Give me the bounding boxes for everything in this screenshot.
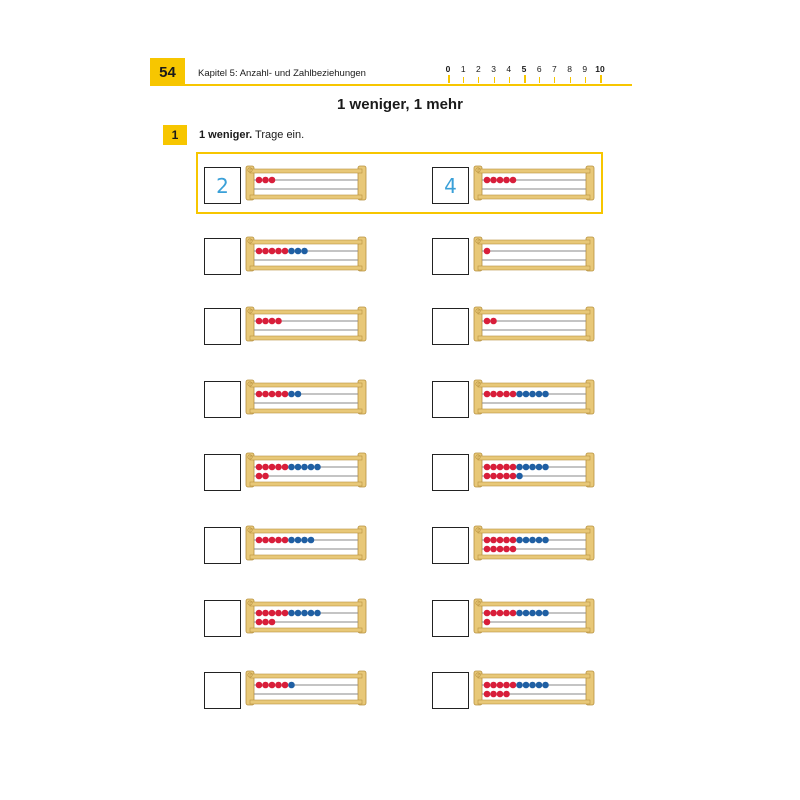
bead [314, 610, 321, 617]
bead [282, 682, 289, 689]
rekenrek-graphic [472, 379, 596, 415]
bead [288, 391, 295, 398]
bead [269, 464, 276, 471]
bead [510, 464, 517, 471]
bead [275, 248, 282, 255]
bead [256, 610, 263, 617]
bead [529, 391, 536, 398]
number-line-label: 1 [460, 64, 466, 74]
rekenrek-graphic [472, 670, 596, 706]
answer-box[interactable] [204, 308, 241, 345]
bead [269, 619, 276, 626]
rekenrek-bar-bottom [250, 700, 362, 704]
bead [288, 464, 295, 471]
bead [497, 537, 504, 544]
bead [308, 537, 315, 544]
bead [503, 537, 510, 544]
bead [536, 391, 543, 398]
bead [490, 391, 497, 398]
rekenrek-bar-top [250, 383, 362, 387]
answer-box[interactable] [204, 454, 241, 491]
bead [269, 318, 276, 325]
rekenrek [244, 525, 368, 561]
rekenrek-graphic [244, 452, 368, 488]
bead [262, 610, 269, 617]
number-line-label: 9 [582, 64, 588, 74]
rekenrek [472, 598, 596, 634]
bead [256, 464, 263, 471]
rekenrek-bar-bottom [250, 336, 362, 340]
rekenrek [472, 525, 596, 561]
rekenrek-bar-top [478, 602, 590, 606]
bead [510, 610, 517, 617]
bead [516, 610, 523, 617]
bead [275, 610, 282, 617]
rekenrek-bar-bottom [478, 266, 590, 270]
bead [314, 464, 321, 471]
bead [542, 464, 549, 471]
bead [282, 610, 289, 617]
rekenrek [244, 670, 368, 706]
bead [269, 682, 276, 689]
rekenrek-graphic [472, 525, 596, 561]
rekenrek-bar-bottom [478, 409, 590, 413]
rekenrek-graphic [244, 670, 368, 706]
bead [484, 610, 491, 617]
bead [490, 682, 497, 689]
bead [288, 537, 295, 544]
bead [269, 610, 276, 617]
bead [536, 537, 543, 544]
task-instruction-text: Trage ein. [252, 129, 305, 141]
bead [542, 682, 549, 689]
bead [262, 248, 269, 255]
rekenrek-graphic [244, 236, 368, 272]
rekenrek-bar-top [250, 240, 362, 244]
bead [262, 318, 269, 325]
bead [497, 391, 504, 398]
bead [295, 464, 302, 471]
bead [484, 546, 491, 553]
number-line-tick [585, 77, 586, 83]
bead [516, 682, 523, 689]
bead [503, 177, 510, 184]
number-line-label: 4 [506, 64, 512, 74]
bead [484, 248, 491, 255]
number-line-label: 0 [445, 64, 451, 74]
bead [529, 537, 536, 544]
rekenrek-graphic [472, 236, 596, 272]
bead [516, 537, 523, 544]
rekenrek-bar-top [250, 602, 362, 606]
answer-box[interactable] [204, 527, 241, 564]
bead [256, 537, 263, 544]
bead [256, 682, 263, 689]
number-line-label: 6 [536, 64, 542, 74]
rekenrek-bar-bottom [478, 336, 590, 340]
bead [282, 537, 289, 544]
bead [536, 682, 543, 689]
bead [301, 464, 308, 471]
bead [256, 391, 263, 398]
bead [295, 537, 302, 544]
bead [262, 391, 269, 398]
rekenrek-bar-bottom [478, 700, 590, 704]
bead [262, 464, 269, 471]
bead [269, 177, 276, 184]
rekenrek-bar-top [250, 456, 362, 460]
bead [497, 610, 504, 617]
task-number: 1 [163, 125, 187, 145]
bead [497, 682, 504, 689]
rekenrek-bar-bottom [250, 628, 362, 632]
bead [529, 464, 536, 471]
answer-box[interactable] [204, 381, 241, 418]
bead [536, 464, 543, 471]
bead [490, 318, 497, 325]
bead [503, 473, 510, 480]
answer-box[interactable] [432, 527, 469, 564]
number-line-tick [524, 75, 526, 83]
number-line-tick [478, 77, 479, 83]
number-line-tick [554, 77, 555, 83]
page-title: 1 weniger, 1 mehr [337, 96, 463, 113]
bead [262, 537, 269, 544]
bead [523, 682, 530, 689]
bead [497, 473, 504, 480]
number-line [440, 64, 616, 84]
rekenrek [472, 670, 596, 706]
bead [275, 537, 282, 544]
bead [484, 691, 491, 698]
number-line-tick [463, 77, 464, 83]
number-line-tick [600, 75, 602, 83]
rekenrek-bar-bottom [478, 482, 590, 486]
bead [256, 473, 263, 480]
bead [308, 464, 315, 471]
bead [503, 682, 510, 689]
bead [523, 391, 530, 398]
bead [288, 248, 295, 255]
answer-box[interactable]: 2 [204, 167, 241, 204]
answer-box[interactable] [432, 381, 469, 418]
bead [484, 682, 491, 689]
bead [503, 391, 510, 398]
bead [275, 464, 282, 471]
answer-box[interactable] [204, 600, 241, 637]
bead [484, 464, 491, 471]
rekenrek-bar-top [250, 674, 362, 678]
bead [516, 473, 523, 480]
rekenrek [244, 452, 368, 488]
rekenrek-bar-top [478, 169, 590, 173]
bead [269, 391, 276, 398]
rekenrek-bar-bottom [250, 555, 362, 559]
rekenrek-bar-bottom [478, 628, 590, 632]
task-instruction-bold: 1 weniger. [199, 129, 253, 141]
rekenrek [244, 306, 368, 342]
bead [510, 391, 517, 398]
answer-box[interactable] [204, 238, 241, 275]
rekenrek-bar-bottom [478, 555, 590, 559]
bead [256, 318, 263, 325]
page-number: 54 [150, 58, 185, 86]
bead [497, 546, 504, 553]
bead [503, 464, 510, 471]
answer-box[interactable] [432, 672, 469, 709]
rekenrek-graphic [244, 306, 368, 342]
bead [490, 473, 497, 480]
bead [497, 691, 504, 698]
bead [288, 610, 295, 617]
number-line-tick [539, 77, 540, 83]
rekenrek-bar-top [478, 310, 590, 314]
rekenrek-bar-bottom [478, 195, 590, 199]
number-line-label: 10 [595, 64, 605, 74]
bead [262, 619, 269, 626]
number-line-tick [570, 77, 571, 83]
bead [516, 464, 523, 471]
bead [490, 177, 497, 184]
bead [256, 248, 263, 255]
bead [510, 537, 517, 544]
bead [269, 537, 276, 544]
bead [523, 537, 530, 544]
bead [295, 248, 302, 255]
rekenrek-bar-top [478, 674, 590, 678]
bead [275, 391, 282, 398]
answer-box[interactable] [432, 238, 469, 275]
number-line-label: 3 [491, 64, 496, 74]
rekenrek-bar-bottom [250, 266, 362, 270]
rekenrek [472, 379, 596, 415]
bead [275, 318, 282, 325]
rekenrek-graphic [244, 165, 368, 201]
rekenrek [244, 236, 368, 272]
rekenrek [244, 598, 368, 634]
number-line-label: 8 [567, 64, 572, 74]
number-line-label: 5 [521, 64, 527, 74]
bead [256, 619, 263, 626]
number-line-tick [448, 75, 450, 83]
bead [490, 610, 497, 617]
rekenrek-graphic [244, 379, 368, 415]
answer-box[interactable]: 4 [432, 167, 469, 204]
bead [536, 610, 543, 617]
bead [516, 391, 523, 398]
bead [529, 610, 536, 617]
bead [262, 177, 269, 184]
bead [275, 682, 282, 689]
bead [262, 473, 269, 480]
bead [523, 610, 530, 617]
bead [282, 464, 289, 471]
bead [510, 682, 517, 689]
bead [269, 248, 276, 255]
bead [529, 682, 536, 689]
header-divider [185, 84, 632, 86]
rekenrek-bar-bottom [250, 409, 362, 413]
rekenrek [472, 452, 596, 488]
bead [510, 546, 517, 553]
answer-box[interactable] [204, 672, 241, 709]
bead [262, 682, 269, 689]
bead [295, 391, 302, 398]
rekenrek-bar-bottom [250, 195, 362, 199]
bead [484, 537, 491, 544]
bead [288, 682, 295, 689]
rekenrek-bar-top [250, 529, 362, 533]
rekenrek-graphic [244, 525, 368, 561]
bead [490, 464, 497, 471]
rekenrek-bar-top [478, 529, 590, 533]
bead [484, 619, 491, 626]
bead [295, 610, 302, 617]
bead [490, 537, 497, 544]
rekenrek-graphic [472, 598, 596, 634]
bead [542, 537, 549, 544]
bead [542, 610, 549, 617]
bead [484, 318, 491, 325]
bead [523, 464, 530, 471]
answer-box[interactable] [432, 308, 469, 345]
bead [282, 391, 289, 398]
rekenrek-graphic [472, 452, 596, 488]
bead [497, 464, 504, 471]
bead [301, 610, 308, 617]
number-line-label: 2 [476, 64, 481, 74]
bead [308, 610, 315, 617]
rekenrek-bar-top [250, 310, 362, 314]
bead [256, 177, 263, 184]
rekenrek-bar-top [478, 240, 590, 244]
rekenrek [472, 165, 596, 201]
rekenrek [472, 306, 596, 342]
bead [301, 537, 308, 544]
number-line-label: 7 [552, 64, 557, 74]
rekenrek-bar-top [478, 456, 590, 460]
number-line-tick [509, 77, 510, 83]
chapter-title: Kapitel 5: Anzahl- und Zahlbeziehungen [198, 68, 366, 79]
bead [282, 248, 289, 255]
bead [490, 546, 497, 553]
rekenrek-bar-top [250, 169, 362, 173]
answer-box[interactable] [432, 454, 469, 491]
number-line-tick [494, 77, 495, 83]
bead [542, 391, 549, 398]
bead [510, 177, 517, 184]
answer-box[interactable] [432, 600, 469, 637]
bead [497, 177, 504, 184]
rekenrek-bar-top [478, 383, 590, 387]
rekenrek [244, 165, 368, 201]
bead [484, 177, 491, 184]
bead [484, 391, 491, 398]
rekenrek-graphic [472, 306, 596, 342]
bead [510, 473, 517, 480]
bead [490, 691, 497, 698]
rekenrek-graphic [472, 165, 596, 201]
bead [301, 248, 308, 255]
bead [503, 546, 510, 553]
bead [503, 691, 510, 698]
bead [503, 610, 510, 617]
bead [484, 473, 491, 480]
rekenrek-graphic [244, 598, 368, 634]
rekenrek [472, 236, 596, 272]
task-instruction [199, 129, 304, 141]
rekenrek [244, 379, 368, 415]
rekenrek-bar-bottom [250, 482, 362, 486]
